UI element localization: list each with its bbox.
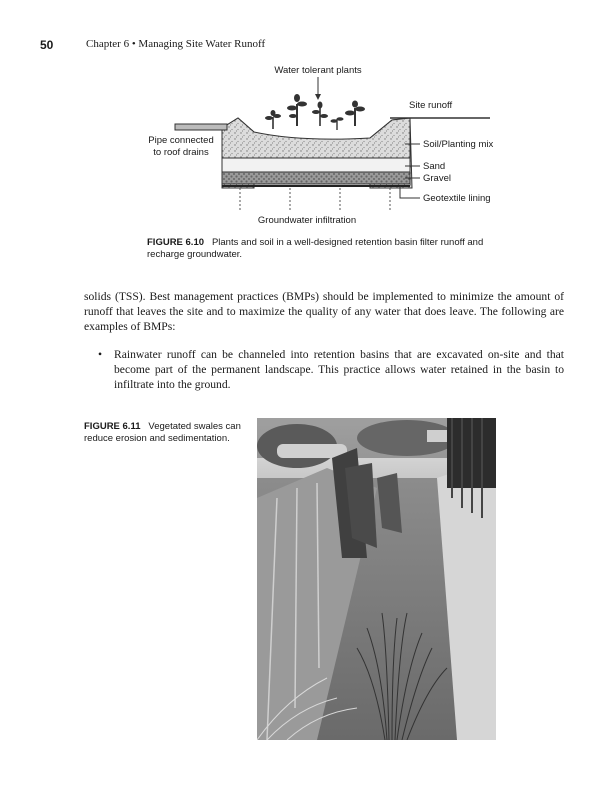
sand-layer (222, 158, 410, 172)
figure-6-11-caption (84, 421, 244, 445)
plants-arrow-head (315, 94, 321, 100)
plants (265, 94, 365, 130)
label-pipe-line2: to roof drains (153, 147, 209, 158)
label-soil-planting-mix: Soil/Planting mix (423, 139, 494, 150)
label-gravel: Gravel (423, 173, 451, 184)
figure-6-11-label: FIGURE 6.11 (84, 421, 141, 432)
chapter-title: Chapter 6 • Managing Site Water Runoff (86, 38, 266, 50)
label-sand: Sand (423, 161, 446, 172)
label-site-runoff: Site runoff (409, 100, 453, 111)
figure-6-10-text: Plants and soil in a well-designed retention basin filter runoff and recharge groundwater. (147, 237, 484, 260)
retention-basin-diagram (140, 58, 500, 228)
figure-6-11-text: Vegetated swales can reduce erosion and sedimentation. (84, 421, 241, 444)
label-water-tolerant-plants: Water tolerant plants (274, 65, 362, 76)
bullet-symbol: • (98, 348, 103, 361)
gravel-layer (222, 172, 410, 184)
bullet-text: Rainwater runoff can be channeled into retention basins that are excavated on-site and that become part of the permanent landscape. This practice allows water retained in the basin to infiltrate into the ground. (114, 348, 564, 391)
label-geotextile-lining: Geotextile lining (423, 193, 491, 204)
groundwater-infiltration-arrows (240, 188, 390, 210)
swale-photo-drawing (257, 418, 496, 740)
running-header (40, 38, 561, 54)
body-paragraph: solids (TSS). Best management practices (BMPs) should be implemented to minimize the amount of runoff that leaves the site and to maximize the quality of any water that does leave. The following are examples of BMPs: (84, 290, 564, 333)
soil-planting-mix-layer (222, 118, 410, 158)
label-pipe-line1: Pipe connected (148, 135, 214, 146)
label-groundwater-infiltration: Groundwater infiltration (257, 215, 357, 226)
figure-6-10-label: FIGURE 6.10 (147, 237, 205, 248)
roof-drain-pipe (175, 124, 227, 130)
page-number: 50 (40, 38, 54, 52)
bullet-item (100, 347, 564, 392)
vegetated-swale-photo (257, 418, 496, 740)
figure-6-10-caption (147, 237, 517, 261)
